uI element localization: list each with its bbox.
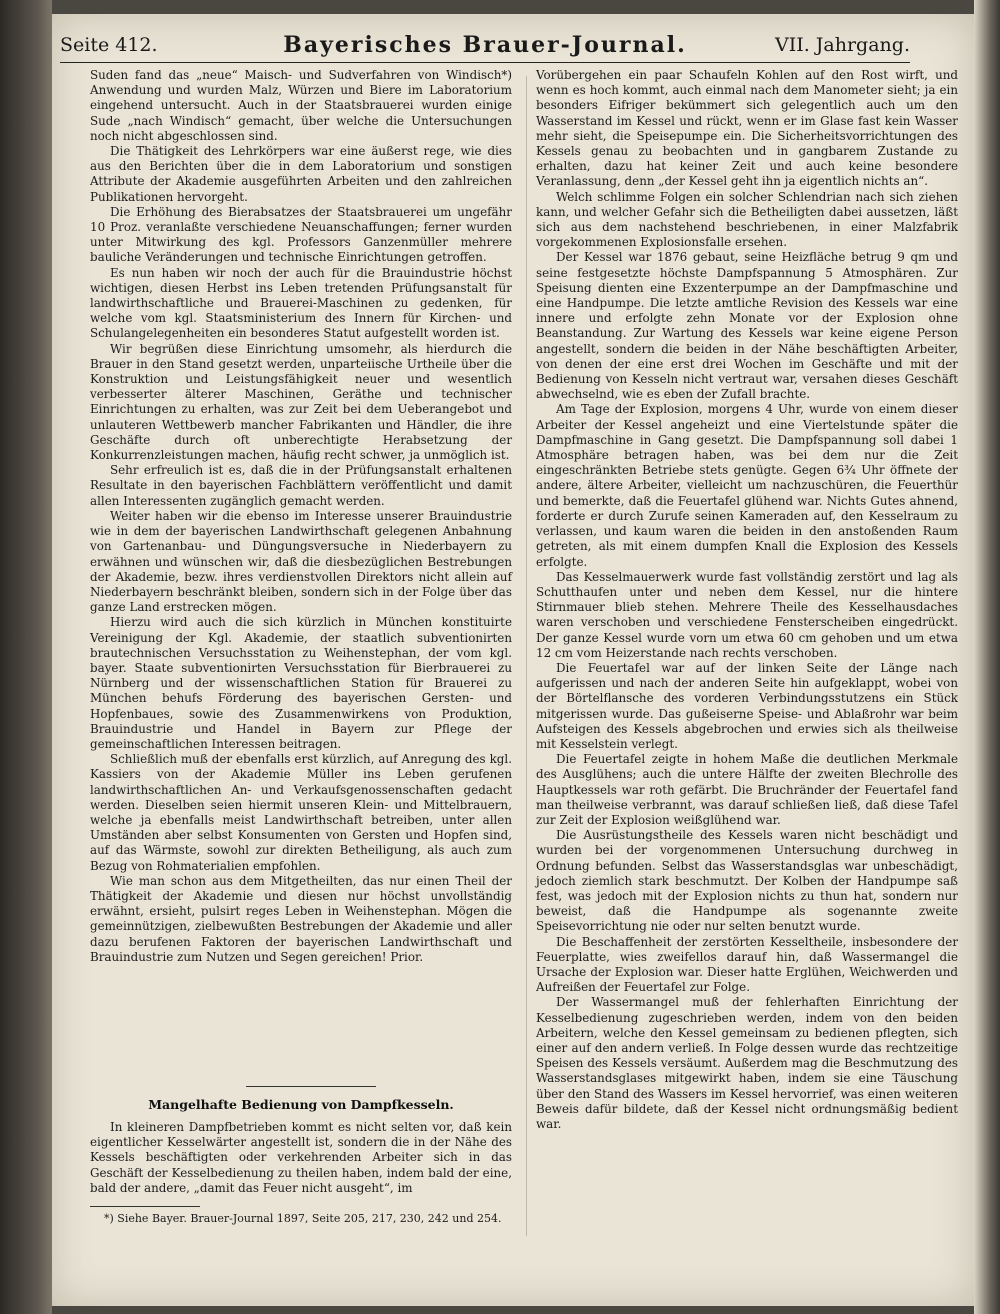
column-gutter — [526, 76, 527, 1236]
paragraph: Es nun haben wir noch der auch für die Brauindustrie höchst wichtigen, diesen Herbst ins Leben tretenden Prüfungsanstalt für landwirthschaftliche und Brauerei-Maschinen zu gedenken, für welche vom kgl. Staatsministerium des Innern für Kirchen- und Schulangelegenheiten ein besonderes Statut aufgestellt worden ist. — [90, 265, 512, 341]
paragraph: Das Kesselmauerwerk wurde fast vollständig zerstört und lag als Schutthaufen unter und neben dem Kessel, nur die hintere Stirnmauer blieb stehen. Mehrere Theile des Kesselhausdaches waren verschoben und verschiedene Fensterscheiben eingedrückt. Der ganze Kessel wurde vorn um etwa 60 cm gehoben und um etwa 12 cm vom Heizerstande nach rechts verschoben. — [536, 569, 958, 660]
paragraph: Die Ausrüstungstheile des Kessels waren nicht beschädigt und wurden bei der vorgenommenen Untersuchung durchweg in Ordnung befunden. Selbst das Wasserstandsglas war unbeschädigt, jedoch ziemlich stark beschmutzt. Der Kolben der Handpumpe saß fest, was jedoch mit der Explosion nichts zu thun hat, sondern nur beweist, daß die Handpumpe als sogenannte zweite Speisevorrichtung nie oder nur selten benutzt wurde. — [536, 828, 958, 934]
footnote-divider — [90, 1206, 200, 1207]
paragraph: Am Tage der Explosion, morgens 4 Uhr, wurde von einem dieser Arbeiter der Kessel angeheizt und eine Viertelstunde später die Dampfmaschine in Gang gesetzt. Die Dampfspannung soll dabei 1 Atmosphäre betragen haben, was bei dem nur die Zeit eingeschränkten Betriebe stets genügte. Gegen 6¾ Uhr öffnete der andere, ältere Arbeiter, vielleicht um nachzuschüren, die Feuerthür und bemerkte, daß die Feuertafel glühend war. Nichts Gutes ahnend, forderte er durch Zurufe seinen Kameraden auf, den Kesselraum zu verlassen, und kaum waren die beiden in den anstoßenden Raum getreten, als mit einem dumpfen Knall die Explosion des Kessels erfolgte. — [536, 402, 958, 569]
paragraph: Der Kessel war 1876 gebaut, seine Heizfläche betrug 9 qm und seine festgesetzte höchste Dampfspannung 5 Atmosphären. Zur Speisung dienten eine Exzenterpumpe an der Dampfmaschine und eine Handpumpe. Die letzte amtliche Revision des Kessels war eine innere und erfolgte zehn Monate vor der Explosion ohne Beanstandung. Zur Wartung des Kessels war keine eigene Person angestellt, sondern die beiden in der Nähe beschäftigten Arbeiter, von denen der eine erst drei Wochen im Geschäfte und mit der Bedienung von Kesseln nicht vertraut war, versahen dieses Geschäft abwechselnd, wie es eben der Zufall brachte. — [536, 250, 958, 402]
paragraph: Suden fand das „neue“ Maisch- und Sudverfahren von Windisch*) Anwendung und wurden Malz, Würzen und Biere im Laboratorium eingehend untersucht. Auch in der Staatsbrauerei wurden einige Sude „nach Windisch“ gemacht, über welche die Untersuchungen noch nicht abgeschlossen sind. — [90, 68, 512, 143]
paragraph: Welch schlimme Folgen ein solcher Schlendrian nach sich ziehen kann, und welcher Gefahr sich die Betheiligten dabei aussetzen, läßt sich aus dem nachstehend beschriebenen, in einer Malzfabrik vorgekommenen Explosionsfalle ersehen. — [536, 189, 958, 250]
book-spine — [0, 0, 52, 1314]
paragraph: In kleineren Dampfbetrieben kommt es nicht selten vor, daß kein eigentlicher Kesselwärter angestellt ist, sondern die in der Nähe des Kessels beschäftigten oder verkehrenden Arbeiter sich in das Geschäft der Kesselbedienung zu theilen haben, indem bald der eine, bald der andere, „damit das Feuer nicht ausgeht“, im — [90, 1120, 512, 1195]
paragraph: Vorübergehen ein paar Schaufeln Kohlen auf den Rost wirft, und wenn es hoch kommt, auch einmal nach dem Manometer sieht; ja ein besonders Eifriger bekümmert sich gelegentlich auch um den Wasserstand im Kessel und rückt, wenn er im Glase fast kein Wasser mehr sieht, die Speisepumpe ein. Die Sicherheitsvorrichtungen des Kessels genau zu beobachten und in gangbarem Zustande zu erhalten, dazu hat keiner Zeit und auch keine besondere Veranlassung, denn „der Kessel geht ihn ja eigentlich nichts an“. — [536, 68, 958, 189]
right-column — [536, 68, 958, 1132]
paragraph: Die Feuertafel zeigte in hohem Maße die deutlichen Merkmale des Ausglühens; auch die untere Hälfte der zweiten Blechrolle des Hauptkessels war roth gefärbt. Die Bruchränder der Feuertafel fand man theilweise verbrannt, was darauf schließen ließ, daß diese Tafel zur Zeit der Explosion weißglühend war. — [536, 752, 958, 827]
footnote: *) Siehe Bayer. Brauer-Journal 1897, Seite 205, 217, 230, 242 und 254. — [104, 1212, 502, 1225]
paragraph: Sehr erfreulich ist es, daß die in der Prüfungsanstalt erhaltenen Resultate in den bayerischen Fachblättern veröffentlicht und damit allen Interessenten zugänglich gemacht werden. — [90, 463, 512, 508]
page-number: Seite 412. — [60, 34, 158, 56]
page-edge — [974, 0, 1000, 1314]
paragraph: Hierzu wird auch die sich kürzlich in München konstituirte Vereinigung der Kgl. Akademie, der staatlich subventionirten brautechnischen Versuchsstation zu Weihenstephan, der vom kgl. bayer. Staate subventionirten Versuchsstation für Bierbrauerei zu Nürnberg und der wissenschaftlichen Station für Brauerei zu München behufs Förderung des bayerischen Gersten- und Hopfenbaues, sowie des Zusammenwirkens von Produktion, Brauindustrie und Handel in Bayern zur Pflege der gemeinschaftlichen Interessen beitragen. — [90, 615, 512, 751]
section-title: Mangelhafte Bedienung von Dampfkesseln. — [148, 1097, 454, 1112]
paragraph: Die Beschaffenheit der zerstörten Kesseltheile, insbesondere der Feuerplatte, wies zweifellos darauf hin, daß Wassermangel die Ursache der Explosion war. Dieser hatte Erglühen, Weichwerden und Aufreißen der Feuertafel zur Folge. — [536, 934, 958, 995]
paragraph: Die Feuertafel war auf der linken Seite der Länge nach aufgerissen und nach der anderen Seite hin aufgeklappt, wobei von der Börtelflansche des vorderen Verbindungsstutzens ein Stück mitgerissen wurde. Das gußeiserne Speise- und Ablaßrohr war beim Aufsteigen des Kessels abgebrochen und erwies sich als theilweise mit Kesselstein verlegt. — [536, 660, 958, 751]
paragraph: Der Wassermangel muß der fehlerhaften Einrichtung der Kesselbedienung zugeschrieben werden, indem von den beiden Arbeitern, welche den Kessel gemeinsam zu bedienen pflegten, sich einer auf den andern verließ. In Folge dessen wurde das rechtzeitige Speisen des Kessels versäumt. Außerdem mag die Beschmutzung des Wasserstandsglases mitgewirkt haben, indem sie eine Täuschung über den Stand des Wassers im Kessel hervorrief, was einen weiteren Beweis dafür bildete, daß der Kessel nicht ordnungsmäßig bedient war. — [536, 995, 958, 1132]
paragraph: Wie man schon aus dem Mitgetheilten, das nur einen Theil der Thätigkeit der Akademie und diesen nur höchst unvollständig erwähnt, ersieht, pulsirt reges Leben in Weihenstephan. Mögen die gemeinnützigen, zielbewußten Bestrebungen der Akademie und aller dazu berufenen Faktoren der bayerischen Landwirthschaft und Brauindustrie zum Nutzen und Segen gereichen! Prior. — [90, 873, 512, 964]
paragraph: Wir begrüßen diese Einrichtung umsomehr, als hierdurch die Brauer in den Stand gesetzt werden, unparteiische Urtheile über die Konstruktion und Leistungsfähigkeit neuer und wesentlich verbesserter älterer Maschinen, Geräthe und technischer Einrichtungen zu erhalten, was zur Zeit bei dem Ueberangebot und unlauteren Wettbewerb mancher Fabrikanten und Händler, die ihre Geschäfte durch oft unberechtigte Herabsetzung der Konkurrenzleistungen machen, häufig recht schwer, ja unmöglich ist. — [90, 341, 512, 463]
paragraph: Die Erhöhung des Bierabsatzes der Staatsbrauerei um ungefähr 10 Proz. veranlaßte verschiedene Neuanschaffungen; ferner wurden unter Mitwirkung des kgl. Professors Ganzenmüller mehrere bauliche Veränderungen und technische Einrichtungen getroffen. — [90, 204, 512, 265]
paragraph: Weiter haben wir die ebenso im Interesse unserer Brauindustrie wie in dem der bayerischen Landwirthschaft gelegenen Anbahnung von Gartenanbau- und Düngungsversuche in Niederbayern zu erwähnen und wünschen wir, daß die diesbezüglichen Bestrebungen der Akademie, bezw. ihres verdienstvollen Direktors nicht allein auf Niederbayern beschränkt bleiben, sondern sich in der Folge über das ganze Land erstrecken mögen. — [90, 508, 512, 615]
section-body — [90, 1120, 512, 1196]
volume-label: VII. Jahrgang. — [774, 34, 910, 56]
paragraph: Schließlich muß der ebenfalls erst kürzlich, auf Anregung des kgl. Kassiers von der Akademie Müller ins Leben gerufenen landwirthschaftlichen An- und Verkaufsgenossenschaften gedacht werden. Dieselben seien hiermit unseren Klein- und Mittelbrauern, welche ja ebenfalls meist Landwirthschaft betreiben, unter allen Umständen aber selbst Konsumenten von Gersten und Hopfen sind, auf das Wärmste, sowohl zur direkten Betheiligung, als auch zum Bezug von Rohmaterialien empfohlen. — [90, 752, 512, 873]
page-header — [60, 28, 910, 63]
section-divider — [246, 1086, 376, 1087]
paragraph: Die Thätigkeit des Lehrkörpers war eine äußerst rege, wie dies aus den Berichten über die in dem Laboratorium und sonstigen Attribute der Akademie ausgeführten Arbeiten und den zahlreichen Publikationen hervorgeht. — [90, 144, 512, 204]
journal-title: Bayerisches Brauer-Journal. — [283, 32, 687, 58]
left-column — [90, 68, 512, 965]
